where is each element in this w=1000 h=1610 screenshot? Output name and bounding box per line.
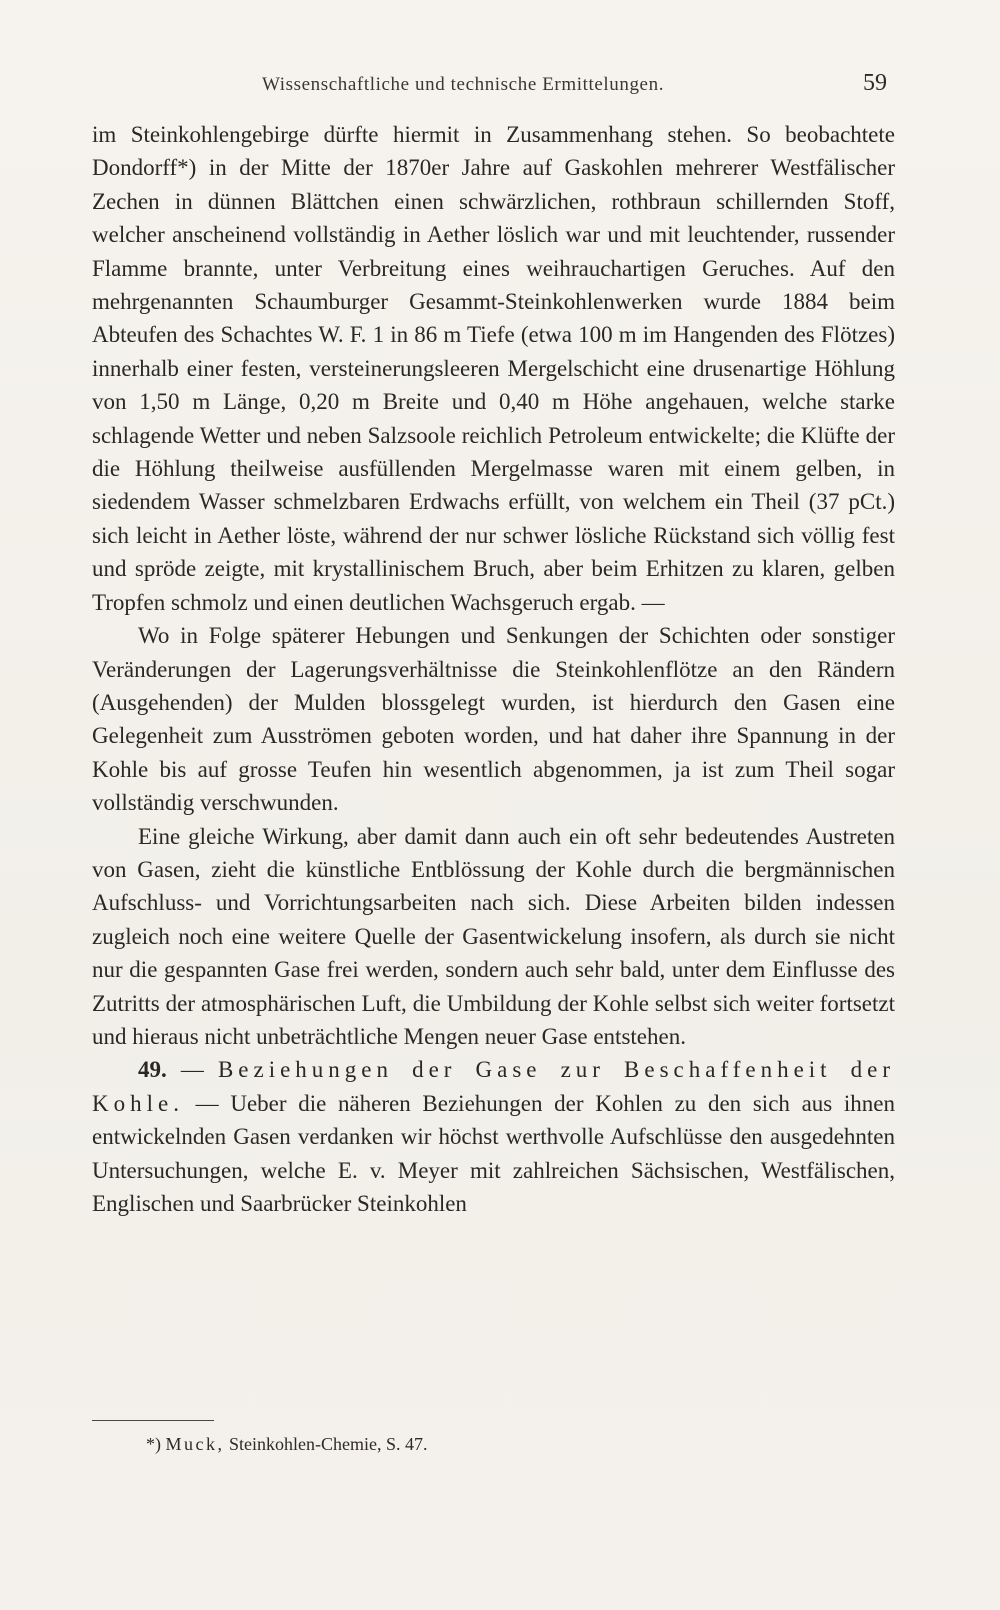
section-dash: —: [180, 1057, 204, 1083]
section-heading: Beziehungen der Gase zur Beschaffenheit der Kohle.: [92, 1057, 896, 1116]
running-title: Wissenschaftliche und technische Ermittelungen.: [262, 74, 665, 95]
section-text: — Ueber die näheren Beziehungen der Kohlen zu den sich aus ihnen entwickelnden Gasen verdanken wir höchst werthvolle Aufschlüsse den ausgedehnten Untersuchungen, welche E. v. Meyer mit zahlreichen Sächsischen, Westfälischen, Englischen und Saarbrücker Steinkohlen: [92, 1090, 896, 1216]
page-number: 59: [863, 70, 887, 96]
footnote: [146, 1434, 886, 1455]
paragraph-continuation: im Steinkohlengebirge dürfte hiermit in Zusammenhang stehen. So beobachtete Dondorff*) in der Mitte der 1870er Jahre auf Gaskohlen mehrerer Westfälischer Zechen in dünnen Blättchen einen schwärzlichen, rothbraun schillernden Stoff, welcher anscheinend vollständig in Aether löslich war und mit leuchtender, russender Flamme brannte, unter Verbreitung eines weihrauchartigen Geruches. Auf den mehrgenannten Schaumburger Gesammt-Steinkohlenwerken wurde 1884 beim Abteufen des Schachtes W. F. 1 in 86 m Tiefe (etwa 100 m im Hangenden des Flötzes) innerhalb einer festen, versteinerungsleeren Mergelschicht eine drusenartige Höhlung von 1,50 m Länge, 0,20 m Breite und 0,40 m Höhe angehauen, welche starke schlagende Wetter und neben Salzsoole reichlich Petroleum entwickelte; die Klüfte der die Höhlung theilweise ausfüllenden Mergelmasse waren mit einem gelben, in siedendem Wasser schmelzbaren Erdwachs erfüllt, von welchem ein Theil (37 pCt.) sich leicht in Aether löste, während der nur schwer lösliche Rückstand sich völlig fest und spröde zeigte, mit krystallinischem Bruch, aber beim Erhitzen zu klaren, gelben Tropfen schmolz und einen deutlichen Wachsgeruch ergab. —: [92, 122, 895, 615]
footnote-reference: Steinkohlen-Chemie, S. 47.: [229, 1434, 428, 1454]
section-49-paragraph: [92, 1053, 895, 1220]
paragraph-ausgehenden: Wo in Folge späterer Hebungen und Senkungen der Schichten oder sonstiger Veränderungen der Lagerungsverhältnisse die Steinkohlenflötze an den Rändern (Ausgehenden) der Mulden blossgelegt wurden, ist hierdurch den Gasen eine Gelegenheit zum Ausströmen geboten worden, und hat daher ihre Spannung in der Kohle bis auf grosse Teufen hin wesentlich abgenommen, ja ist zum Theil sogar vollständig verschwunden.: [92, 623, 895, 816]
running-head: [92, 70, 887, 100]
body-text: [92, 118, 895, 1220]
paragraph-entbloessung: Eine gleiche Wirkung, aber damit dann auch ein oft sehr bedeutendes Austreten von Gasen, zieht die künstliche Entblössung der Kohle durch die bergmännischen Aufschluss- und Vorrichtungsarbeiten nach sich. Diese Arbeiten bilden indessen zugleich noch eine weitere Quelle der Gasentwickelung insofern, als durch sie nicht nur die gespannten Gase frei werden, sondern auch sehr bald, unter dem Einflusse des Zutritts der atmosphärischen Luft, die Umbildung der Kohle selbst sich weiter fortsetzt und hieraus nicht unbeträchtliche Mengen neuer Gase entstehen.: [92, 823, 895, 1049]
footnote-author: Muck,: [165, 1434, 225, 1454]
footnote-rule: [92, 1420, 214, 1421]
footnote-marker: *): [146, 1434, 161, 1454]
section-number: 49.: [138, 1057, 167, 1083]
